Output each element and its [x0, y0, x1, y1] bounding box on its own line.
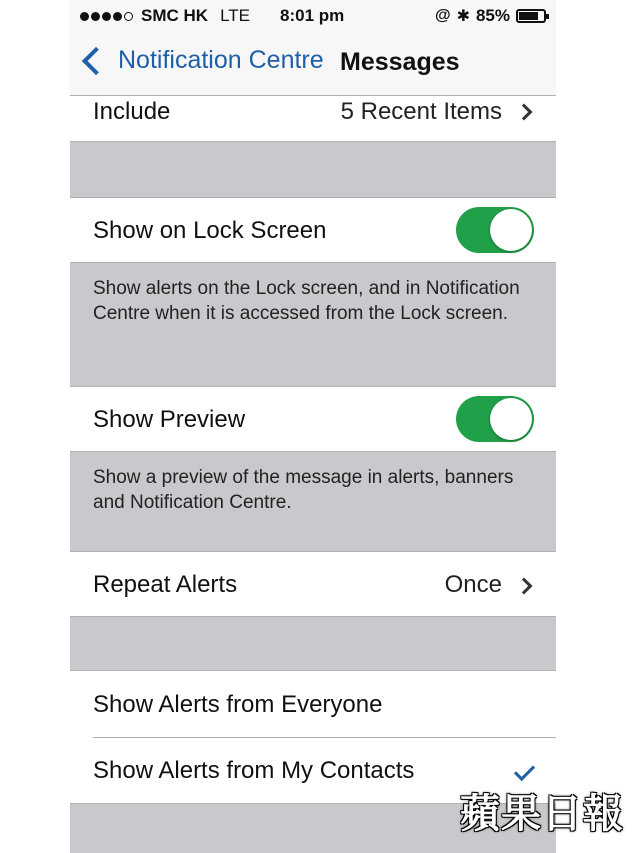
status-left — [80, 6, 250, 26]
page-title: Messages — [340, 48, 460, 76]
signal-dot — [80, 12, 89, 21]
lock-screen-toggle[interactable] — [456, 207, 534, 253]
alerts-everyone-label: Show Alerts from Everyone — [93, 691, 383, 718]
repeat-alerts-value: Once — [444, 571, 502, 598]
signal-dot — [113, 12, 122, 21]
bluetooth-icon: ✱ — [456, 8, 470, 25]
repeat-alerts-row[interactable] — [70, 551, 556, 617]
lock-screen-footer: Show alerts on the Lock screen, and in Notification Centre when it is accessed from the Lock screen. — [93, 278, 520, 324]
include-row[interactable] — [70, 96, 556, 142]
include-value: 5 Recent Items — [340, 98, 502, 125]
carrier-name: SMC HK — [141, 6, 209, 25]
settings-screen — [70, 0, 556, 853]
back-button-label: Notification Centre — [118, 46, 324, 74]
chevron-right-icon — [516, 578, 533, 595]
apple-daily-watermark: 蘋果日報 — [460, 790, 624, 837]
lock-screen-label: Show on Lock Screen — [93, 217, 327, 244]
battery-icon — [516, 9, 546, 23]
chevron-right-icon — [516, 104, 533, 121]
signal-dot — [91, 12, 100, 21]
orientation-lock-icon: @ — [434, 7, 451, 24]
show-preview-label: Show Preview — [93, 406, 246, 433]
lock-screen-row — [70, 197, 556, 263]
alerts-everyone-row[interactable] — [70, 671, 556, 737]
show-preview-footer: Show a preview of the message in alerts, banners and Notification Centre. — [93, 467, 514, 513]
back-button[interactable] — [78, 46, 324, 75]
show-preview-row — [70, 386, 556, 452]
status-right — [435, 6, 546, 26]
battery-percentage: 85% — [475, 6, 510, 25]
status-bar — [70, 0, 556, 34]
network-type: LTE — [220, 6, 250, 25]
toggle-knob — [490, 209, 532, 251]
repeat-alerts-label: Repeat Alerts — [93, 571, 238, 598]
signal-dot-empty — [124, 12, 133, 21]
navigation-bar — [70, 34, 556, 96]
chevron-left-icon — [82, 46, 110, 74]
signal-dot — [102, 12, 111, 21]
alerts-contacts-label: Show Alerts from My Contacts — [93, 757, 415, 784]
status-time: 8:01 pm — [280, 6, 345, 25]
show-preview-toggle[interactable] — [456, 396, 534, 442]
battery-fill — [519, 12, 538, 20]
include-label: Include — [93, 98, 171, 125]
checkmark-icon — [514, 760, 535, 781]
toggle-knob — [490, 398, 532, 440]
signal-strength-icon — [80, 12, 135, 21]
